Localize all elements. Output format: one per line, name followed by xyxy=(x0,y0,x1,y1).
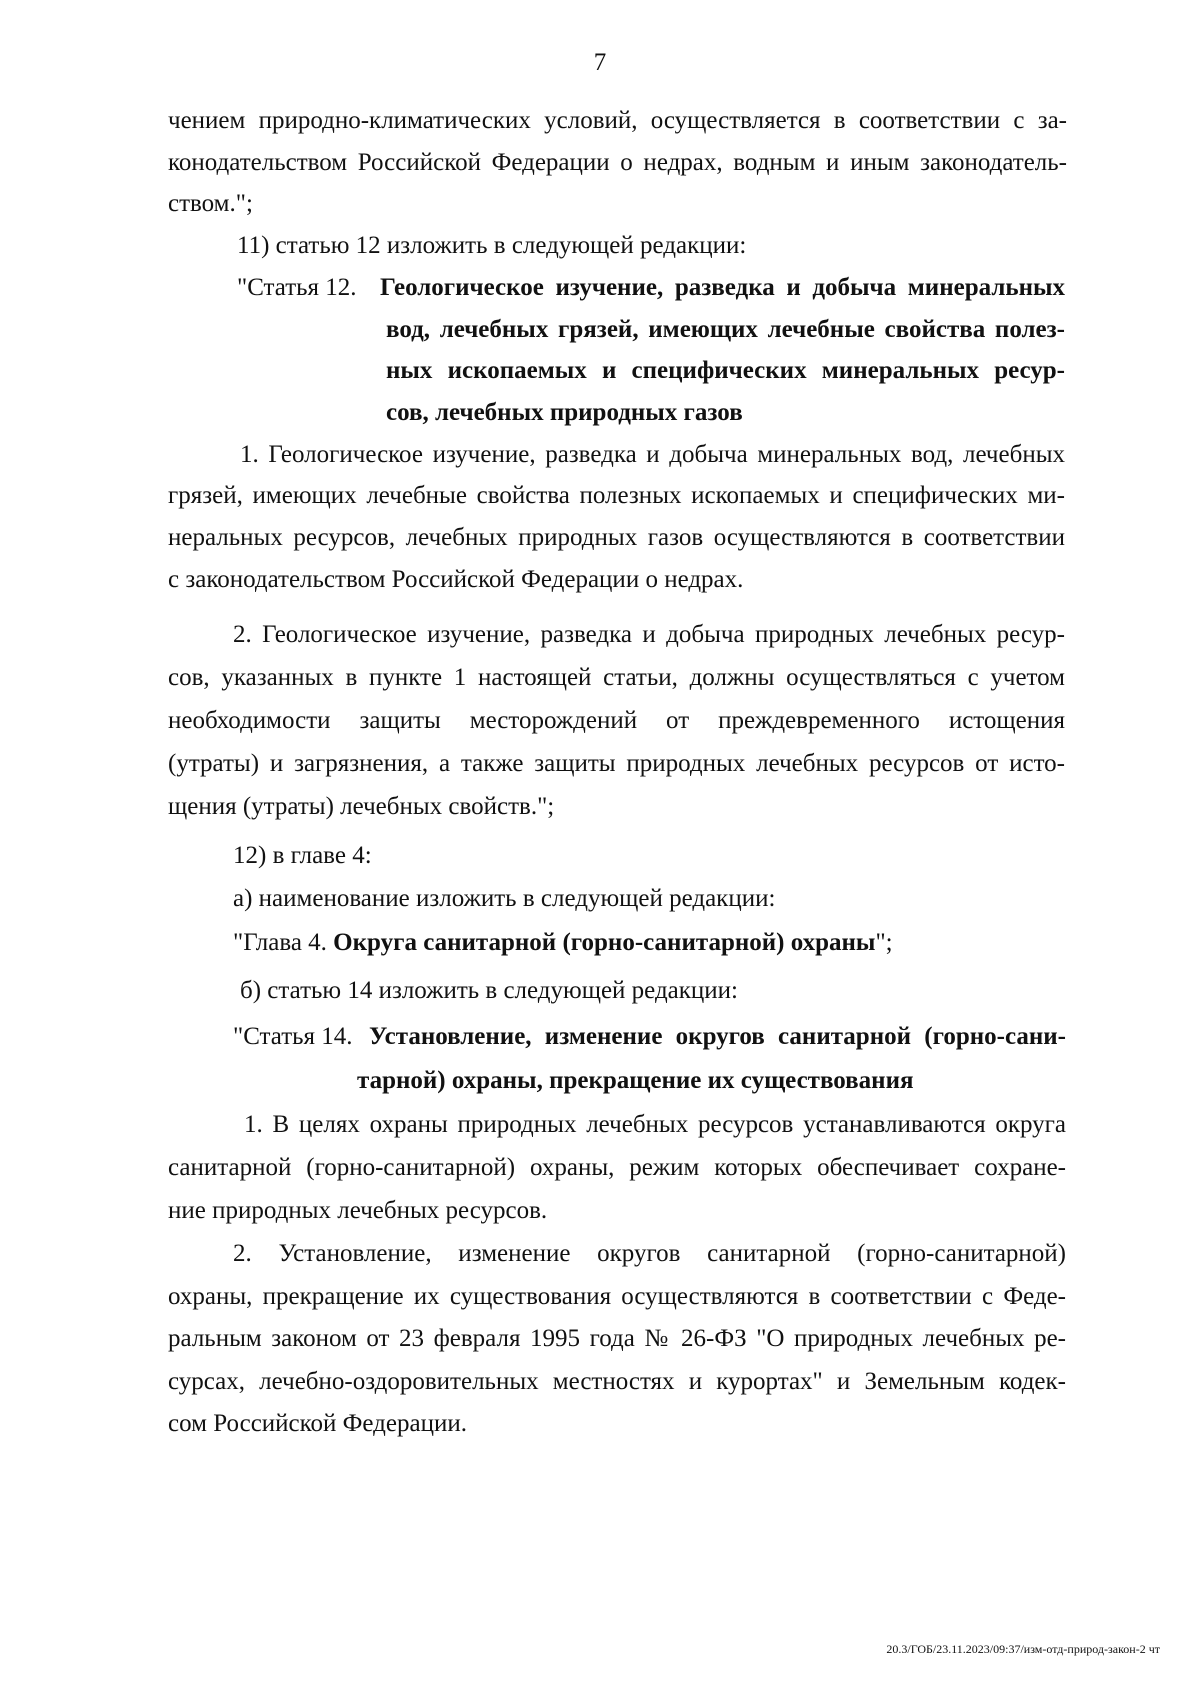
text-line: с законодательством Российской Федерации о недрах. xyxy=(168,566,744,593)
text-line: б) статью 14 изложить в следующей редакции: xyxy=(240,977,738,1004)
article-14-prefix: "Статья 14. xyxy=(233,1023,353,1050)
article-12-title: сов, лечебных природных газов xyxy=(386,399,743,426)
article-14-title: тарной) охраны, прекращение их существования xyxy=(357,1067,914,1094)
chapter-4-title: Округа санитарной (горно-санитарной) охраны xyxy=(333,929,876,956)
text-line: 1. В целях охраны природных лечебных ресурсов устанавливаются округа xyxy=(244,1111,1066,1138)
text-line: ральным законом от 23 февраля 1995 года № 26-ФЗ "О природных лечебных ре- xyxy=(168,1325,1066,1352)
text-line: 11) статью 12 изложить в следующей редакции: xyxy=(237,232,747,259)
text-line: конодательством Российской Федерации о недрах, водным и иным законодатель- xyxy=(168,149,1067,176)
chapter-4-suffix: "; xyxy=(875,929,893,956)
article-14-title: Установление, изменение округов санитарной (горно-сани- xyxy=(369,1023,1066,1050)
text-line: охраны, прекращение их существования осуществляются в соответствии с Феде- xyxy=(168,1283,1066,1310)
text-line: 1. Геологическое изучение, разведка и добыча минеральных вод, лечебных xyxy=(240,441,1065,468)
article-12-prefix: "Статья 12. xyxy=(237,274,357,301)
text-line: ние природных лечебных ресурсов. xyxy=(168,1197,548,1224)
text-line: 2. Установление, изменение округов санитарной (горно-санитарной) xyxy=(233,1240,1066,1267)
document-footer-code: 20.3/ГОБ/23.11.2023/09:37/изм-отд-природ-закон-2 чт xyxy=(886,1642,1160,1656)
article-12-title: вод, лечебных грязей, имеющих лечебные свойства полез- xyxy=(386,316,1065,343)
text-line: (утраты) и загрязнения, а также защиты природных лечебных ресурсов от исто- xyxy=(168,750,1065,777)
text-line: сурсах, лечебно-оздоровительных местностях и курортах" и Земельным кодек- xyxy=(168,1368,1066,1395)
article-12-title: Геологическое изучение, разведка и добыча минеральных xyxy=(380,274,1065,301)
chapter-4-heading xyxy=(233,928,893,958)
article-12-title: ных ископаемых и специфических минеральных ресур- xyxy=(386,357,1065,384)
text-line: ством."; xyxy=(168,190,253,217)
text-line: грязей, имеющих лечебные свойства полезных ископаемых и специфических ми- xyxy=(168,482,1065,509)
text-line: чением природно-климатических условий, осуществляется в соответствии с за- xyxy=(168,107,1067,134)
text-line: 2. Геологическое изучение, разведка и добыча природных лечебных ресур- xyxy=(233,621,1065,648)
text-line: а) наименование изложить в следующей редакции: xyxy=(233,885,776,912)
page-number: 7 xyxy=(593,49,607,76)
text-line: сом Российской Федерации. xyxy=(168,1410,467,1437)
text-line: необходимости защиты месторождений от преждевременного истощения xyxy=(168,707,1065,734)
text-line: санитарной (горно-санитарной) охраны, режим которых обеспечивает сохране- xyxy=(168,1154,1066,1181)
text-line: сов, указанных в пункте 1 настоящей статьи, должны осуществляться с учетом xyxy=(168,664,1065,691)
chapter-4-prefix: "Глава 4. xyxy=(233,929,327,956)
text-line: 12) в главе 4: xyxy=(233,842,372,869)
text-line: щения (утраты) лечебных свойств."; xyxy=(168,793,555,820)
text-line: неральных ресурсов, лечебных природных газов осуществляются в соответствии xyxy=(168,524,1065,551)
